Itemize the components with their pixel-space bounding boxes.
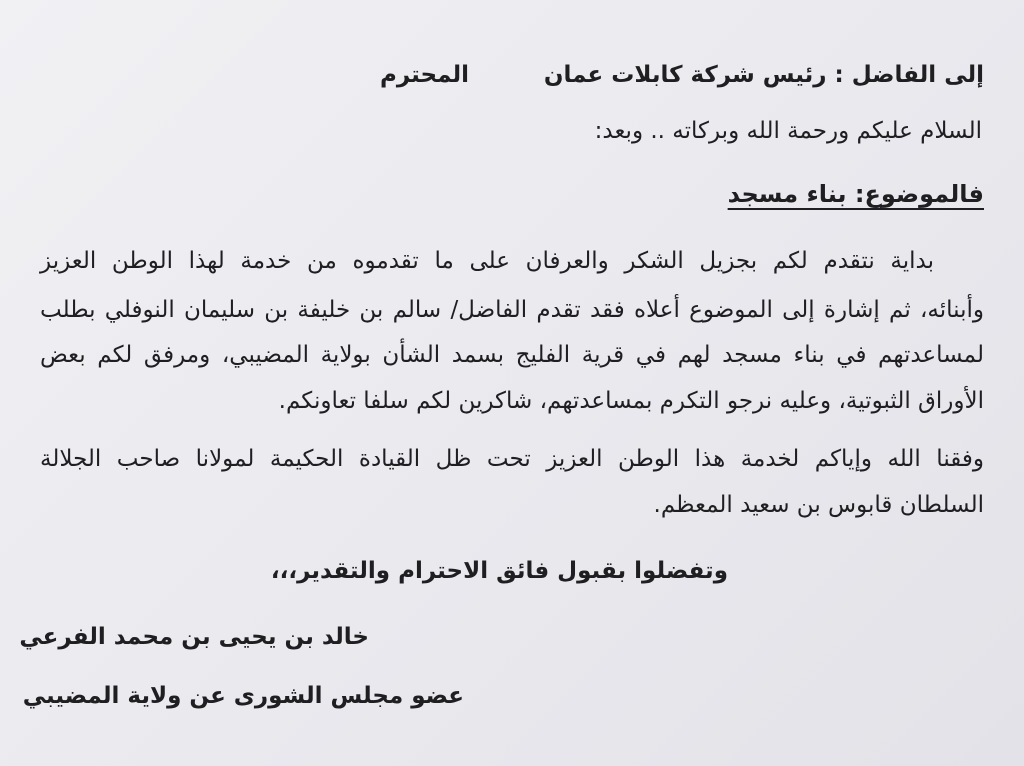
- paragraph1-line2: وأبنائه، ثم إشارة إلى الموضوع أعلاه فقد تقدم الفاضل/ سالم بن خليفة بن سليمان النوفلي بطلب: [40, 297, 984, 323]
- recipient-line: إلى الفاضل : رئيس شركة كابلات عمان: [543, 62, 984, 88]
- signer-name: خالد بن يحيى بن محمد الفرعي: [19, 624, 369, 650]
- paragraph1-line3: لمساعدتهم في بناء مسجد لهم في قرية الفليج بسمد الشأن بولاية المضيبي، ومرفق لكم بعض: [40, 342, 984, 368]
- honorific: المحترم: [380, 62, 470, 88]
- paragraph1-line1: بداية نتقدم لكم بجزيل الشكر والعرفان على ما تقدموه من خدمة لهذا الوطن العزيز: [40, 248, 934, 274]
- paragraph2-line1: وفقنا الله وإياكم لخدمة هذا الوطن العزيز تحت ظل القيادة الحكيمة لمولانا صاحب الجلالة: [40, 446, 984, 472]
- signer-title: عضو مجلس الشورى عن ولاية المضيبي: [22, 683, 464, 709]
- paragraph2-line2: السلطان قابوس بن سعيد المعظم.: [653, 492, 984, 518]
- letter-header: [380, 62, 984, 88]
- salutation: السلام عليكم ورحمة الله وبركاته .. وبعد:: [594, 118, 982, 144]
- paragraph1-line4: الأوراق الثبوتية، وعليه نرجو التكرم بمساعدتهم، شاكرين لكم سلفا تعاونكم.: [278, 388, 984, 414]
- subject-line: فالموضوع: بناء مسجد: [727, 180, 984, 208]
- closing-line: وتفضلوا بقبول فائق الاحترام والتقدير،،،: [270, 558, 728, 584]
